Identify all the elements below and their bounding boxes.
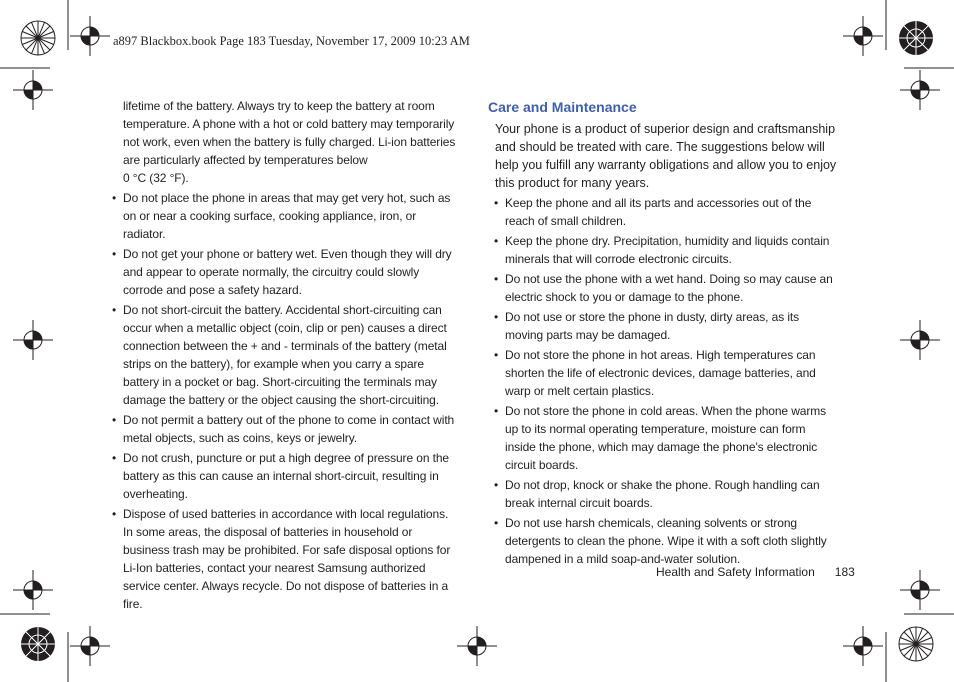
list-item bbox=[494, 476, 838, 512]
continuation-text: lifetime of the battery. Always try to keep the battery at room temperature. A phone with a hot or cold battery may temporarily not work, even when the battery is fully charged. Li-ion batteries are particularly affected by temperatures below bbox=[123, 99, 456, 167]
list-item-text: Do not place the phone in areas that may get very hot, such as on or near a cooking surface, cooking appliance, iron, or radiator. bbox=[123, 191, 451, 241]
list-item-text: Keep the phone and all its parts and accessories out of the reach of small children. bbox=[505, 196, 812, 228]
list-item-text: Do not store the phone in hot areas. High temperatures can shorten the life of electronic devices, damage batteries, and warp or melt certain plastics. bbox=[505, 348, 816, 398]
page-footer bbox=[656, 565, 855, 579]
bullet-icon: • bbox=[112, 247, 117, 261]
list-item-text: Do not use harsh chemicals, cleaning solvents or strong detergents to clean the phone. Wipe it with a soft cloth slightly dampened in a mild soap-and-water solution. bbox=[505, 516, 827, 566]
crosshair-target-icon bbox=[13, 320, 53, 360]
bullet-icon: • bbox=[494, 404, 499, 418]
crosshair-target-icon bbox=[13, 70, 53, 110]
section-heading: Care and Maintenance bbox=[488, 99, 637, 115]
list-item-text: Do not drop, knock or shake the phone. Rough handling can break internal circuit boards. bbox=[505, 478, 820, 510]
bullet-icon: • bbox=[112, 191, 117, 205]
left-column bbox=[112, 97, 458, 615]
crosshair-target-icon bbox=[843, 626, 883, 666]
bullet-icon: • bbox=[494, 272, 499, 286]
crosshair-target-icon bbox=[70, 16, 110, 56]
list-item-text: Do not use or store the phone in dusty, dirty areas, as its moving parts may be damaged. bbox=[505, 310, 800, 342]
crosshair-target-icon bbox=[70, 626, 110, 666]
page-number: 183 bbox=[834, 565, 855, 579]
list-item-text: Do not use the phone with a wet hand. Doing so may cause an electric shock to you or damage to the phone. bbox=[505, 272, 833, 304]
list-item bbox=[112, 189, 458, 243]
crosshair-target-icon bbox=[13, 570, 53, 610]
bullet-icon: • bbox=[494, 516, 499, 530]
crosshair-target-icon bbox=[900, 70, 940, 110]
crosshair-target-icon bbox=[457, 626, 497, 666]
bullet-icon: • bbox=[112, 303, 117, 317]
bullet-icon: • bbox=[494, 196, 499, 210]
continuation-temperature: 0 °C (32 °F). bbox=[123, 171, 189, 185]
list-item-text: Do not get your phone or battery wet. Even though they will dry and appear to operate normally, the circuitry could slowly corrode and pose a safety hazard. bbox=[123, 247, 452, 297]
list-item bbox=[112, 505, 458, 613]
bullet-icon: • bbox=[112, 451, 117, 465]
list-item bbox=[494, 514, 838, 568]
bullet-icon: • bbox=[112, 507, 117, 521]
list-item bbox=[112, 245, 458, 299]
list-item-text: Do not crush, puncture or put a high degree of pressure on the battery as this can cause an internal short-circuit, resulting in overheating. bbox=[123, 451, 450, 501]
bullet-icon: • bbox=[494, 478, 499, 492]
crosshair-target-icon bbox=[843, 16, 883, 56]
list-item bbox=[112, 301, 458, 409]
print-slug-header: a897 Blackbox.book Page 183 Tuesday, November 17, 2009 10:23 AM bbox=[113, 34, 470, 48]
bullet-icon: • bbox=[494, 348, 499, 362]
crosshair-target-icon bbox=[900, 320, 940, 360]
continuation-paragraph bbox=[112, 97, 458, 187]
bullet-icon: • bbox=[112, 413, 117, 427]
bullet-icon: • bbox=[494, 310, 499, 324]
list-item bbox=[494, 194, 838, 230]
list-item-text: Do not permit a battery out of the phone to come in contact with metal objects, such as coins, keys or jewelry. bbox=[123, 413, 455, 445]
list-item bbox=[494, 308, 838, 344]
list-item-text: Do not store the phone in cold areas. When the phone warms up to its normal operating temperature, moisture can form inside the phone, which may damage the phone's electronic circuit boards. bbox=[505, 404, 827, 472]
crosshair-target-icon bbox=[900, 570, 940, 610]
list-item bbox=[112, 449, 458, 503]
list-item bbox=[494, 346, 838, 400]
list-item-text: Do not short-circuit the battery. Accidental short-circuiting can occur when a metallic object (coin, clip or pen) causes a direct connection between the + and - terminals of the battery (metal strips on the battery), for example when you carry a spare battery in a pocket or bag. Short-circuiting the terminals may damage the battery or the object causing the short-circuiting. bbox=[123, 303, 447, 407]
list-item bbox=[494, 270, 838, 306]
list-item-text: Dispose of used batteries in accordance with local regulations. In some areas, the disposal of batteries in household or business trash may be prohibited. For safe disposal options for Li-Ion batteries, contact your nearest Samsung authorized service center. Always recycle. Do not dispose of batteries in a fire. bbox=[123, 507, 451, 611]
list-item bbox=[494, 232, 838, 268]
intro-paragraph: Your phone is a product of superior design and craftsmanship and should be treated with care. The suggestions below will help you fulfill any warranty obligations and allow you to enjoy this product for many years. bbox=[495, 122, 837, 190]
bullet-icon: • bbox=[494, 234, 499, 248]
list-item bbox=[112, 411, 458, 447]
right-column bbox=[488, 97, 838, 570]
list-item bbox=[494, 402, 838, 474]
list-item-text: Keep the phone dry. Precipitation, humidity and liquids contain minerals that will corrode electronic circuits. bbox=[505, 234, 830, 266]
footer-section-name: Health and Safety Information bbox=[656, 565, 815, 579]
